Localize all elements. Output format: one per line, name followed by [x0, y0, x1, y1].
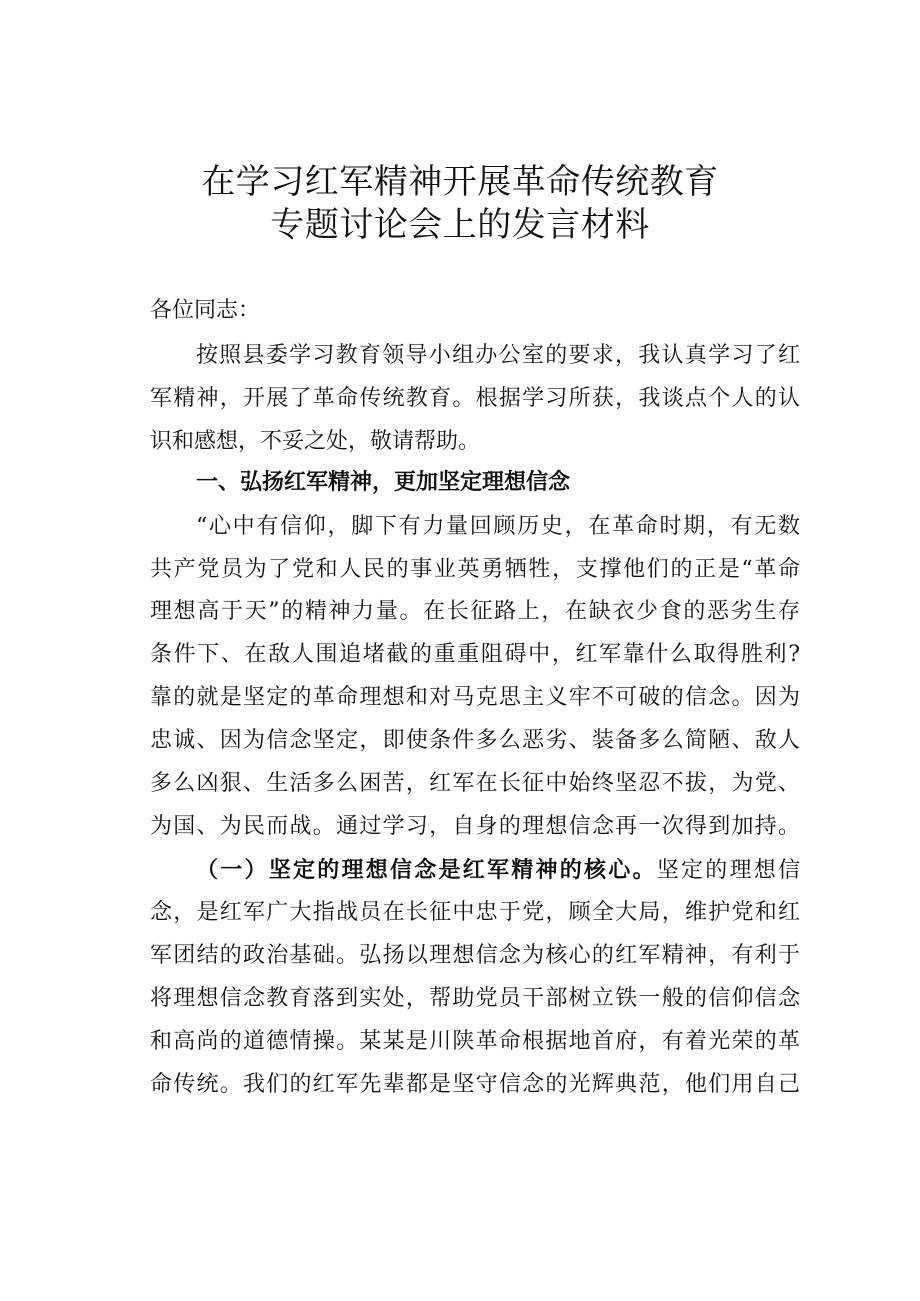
intro-line: 军精神，开展了革命传统教育。根据学习所获，我谈点个人的认	[150, 386, 800, 411]
paragraph-line: 条件下、在敌人围追堵截的重重阻碍中，红军靠什么取得胜利?	[150, 642, 800, 667]
paragraph-line: 和高尚的道德情操。某某是川陕革命根据地首府，有着光荣的革	[150, 1029, 800, 1054]
subsection-text: 坚定的理想信	[656, 858, 800, 883]
document-title-line-2: 专题讨论会上的发言材料	[270, 205, 650, 245]
subsection-heading: （一）坚定的理想信念是红军精神的核心。	[196, 857, 657, 883]
paragraph-line: 理想高于天”的精神力量。在长征路上，在缺衣少食的恶劣生存	[150, 599, 800, 624]
section-heading: 一、弘扬红军精神，更加坚定理想信念	[196, 470, 571, 495]
paragraph-line: “心中有信仰，脚下有力量回顾历史，在革命时期，有无数	[196, 514, 800, 539]
subsection-line	[196, 855, 800, 886]
salutation: 各位同志：	[150, 298, 261, 323]
intro-line: 识和感想，不妥之处，敬请帮助。	[150, 429, 481, 454]
document-title-line-1: 在学习红军精神开展革命传统教育	[201, 162, 719, 202]
paragraph-line: 忠诚、因为信念坚定，即使条件多么恶劣、装备多么简陋、敌人	[150, 728, 800, 753]
paragraph-line: 多么凶狠、生活多么困苦，红军在长征中始终坚忍不拔，为党、	[150, 771, 800, 796]
paragraph-line: 军团结的政治基础。弘扬以理想信念为核心的红军精神，有利于	[150, 943, 800, 968]
paragraph-line: 命传统。我们的红军先辈都是坚守信念的光辉典范，他们用自己	[150, 1072, 800, 1097]
paragraph-line: 念，是红军广大指战员在长征中忠于党，顾全大局，维护党和红	[150, 900, 800, 925]
intro-line: 按照县委学习教育领导小组办公室的要求，我认真学习了红	[196, 343, 800, 368]
paragraph-line: 共产党员为了党和人民的事业英勇牺牲，支撑他们的正是“革命	[150, 557, 800, 582]
paragraph-line: 将理想信念教育落到实处，帮助党员干部树立铁一般的信仰信念	[150, 986, 800, 1011]
paragraph-line: 为国、为民而战。通过学习，自身的理想信念再一次得到加持。	[150, 814, 800, 839]
paragraph-line: 靠的就是坚定的革命理想和对马克思主义牢不可破的信念。因为	[150, 685, 800, 710]
